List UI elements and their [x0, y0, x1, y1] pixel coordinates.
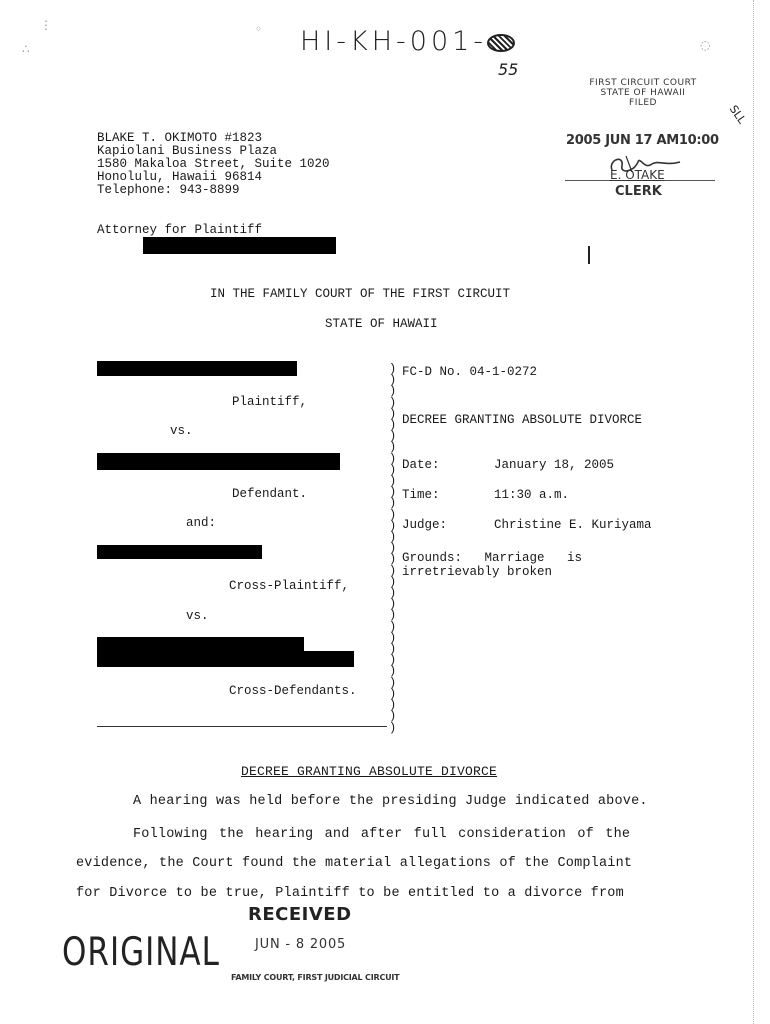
- caption-paren-column: ) ) ) ) ) ) ) ) ) ) ) ) ) ) ) ) ) ) ) ) ) ) ) ) ) ) ) ) ) ) ) ) ): [389, 362, 397, 735]
- attorney-address-3: Honolulu, Hawaii 96814: [97, 170, 263, 184]
- scan-edge: [753, 0, 766, 1024]
- redaction-bar: [97, 361, 297, 376]
- court-name: IN THE FAMILY COURT OF THE FIRST CIRCUIT: [210, 287, 511, 301]
- stamp-state: STATE OF HAWAII: [600, 88, 686, 98]
- clerk-initials: SLL: [726, 102, 749, 127]
- document-title: DECREE GRANTING ABSOLUTE DIVORCE: [402, 413, 643, 427]
- caption-defendant: Defendant.: [232, 487, 308, 501]
- body-paragraph-2-line-3: for Divorce to be true, Plaintiff to be entitled to a divorce from: [76, 886, 624, 901]
- redaction-bar: [143, 237, 336, 254]
- redaction-bar: [97, 637, 304, 651]
- judge-value: Christine E. Kuriyama: [494, 518, 652, 532]
- caption-vs: vs.: [170, 424, 193, 438]
- handwritten-tracking-number: [300, 26, 515, 57]
- redaction-bar: [97, 545, 262, 559]
- body-paragraph-1: A hearing was held before the presiding Judge indicated above.: [133, 794, 648, 809]
- scan-speck: ◦: [255, 22, 263, 36]
- clerk-title: CLERK: [615, 184, 662, 199]
- received-stamp-date: JUN - 8 2005: [255, 937, 347, 952]
- caption-plaintiff: Plaintiff,: [232, 395, 308, 409]
- caption-cross-defendants: Cross-Defendants.: [229, 684, 357, 698]
- caption-cross-plaintiff: Cross-Plaintiff,: [229, 579, 350, 593]
- attorney-role: Attorney for Plaintiff: [97, 223, 263, 237]
- attorney-phone: Telephone: 943-8899: [97, 183, 240, 197]
- scan-speck: ∴: [22, 42, 30, 56]
- clerk-name: E. OTAKE: [610, 168, 665, 182]
- scan-speck: ◌: [700, 38, 711, 52]
- filed-stamp-header: [578, 78, 708, 108]
- attorney-block: [97, 132, 330, 197]
- hearing-time-label: Time:: [402, 488, 440, 502]
- body-paragraph-2-line-1: Following the hearing and after full consideration of the: [133, 827, 631, 842]
- handwritten-sub-number: 55: [498, 60, 519, 79]
- case-number: FC-D No. 04-1-0272: [402, 365, 538, 379]
- filed-stamp-datetime: 2005 JUN 17 AM10:00: [566, 133, 719, 148]
- attorney-address-2: 1580 Makaloa Street, Suite 1020: [97, 157, 330, 171]
- received-stamp-title: RECEIVED: [248, 904, 352, 925]
- stamp-filed: FILED: [629, 98, 657, 108]
- hearing-date-label: Date:: [402, 458, 440, 472]
- grounds-line-2: irretrievably broken: [402, 565, 553, 579]
- body-heading: DECREE GRANTING ABSOLUTE DIVORCE: [241, 764, 498, 779]
- caption-and: and:: [186, 516, 217, 530]
- attorney-address-1: Kapiolani Business Plaza: [97, 144, 278, 158]
- judge-label: Judge:: [402, 518, 448, 532]
- received-stamp-court: FAMILY COURT, FIRST JUDICIAL CIRCUIT: [231, 973, 400, 982]
- caption-bottom-rule: [97, 726, 387, 727]
- stamp-court: FIRST CIRCUIT COURT: [589, 78, 697, 88]
- grounds-line-1: Grounds: Marriage is: [402, 551, 583, 565]
- court-state: STATE OF HAWAII: [325, 317, 438, 331]
- original-stamp: ORIGINAL: [62, 930, 220, 975]
- redaction-bar: [97, 651, 354, 667]
- body-paragraph-2-line-2: evidence, the Court found the material allegations of the Complaint: [76, 856, 633, 871]
- scan-speck: ⋮: [40, 18, 52, 32]
- attorney-name: BLAKE T. OKIMOTO #1823: [97, 131, 263, 145]
- hearing-date-value: January 18, 2005: [494, 458, 615, 472]
- caption-vs: vs.: [186, 609, 209, 623]
- scribble-mark: [487, 34, 515, 52]
- handwritten-text: HI-KH-001-: [300, 26, 488, 57]
- hearing-time-value: 11:30 a.m.: [494, 488, 570, 502]
- stray-mark: [588, 246, 590, 264]
- redaction-bar: [97, 453, 340, 470]
